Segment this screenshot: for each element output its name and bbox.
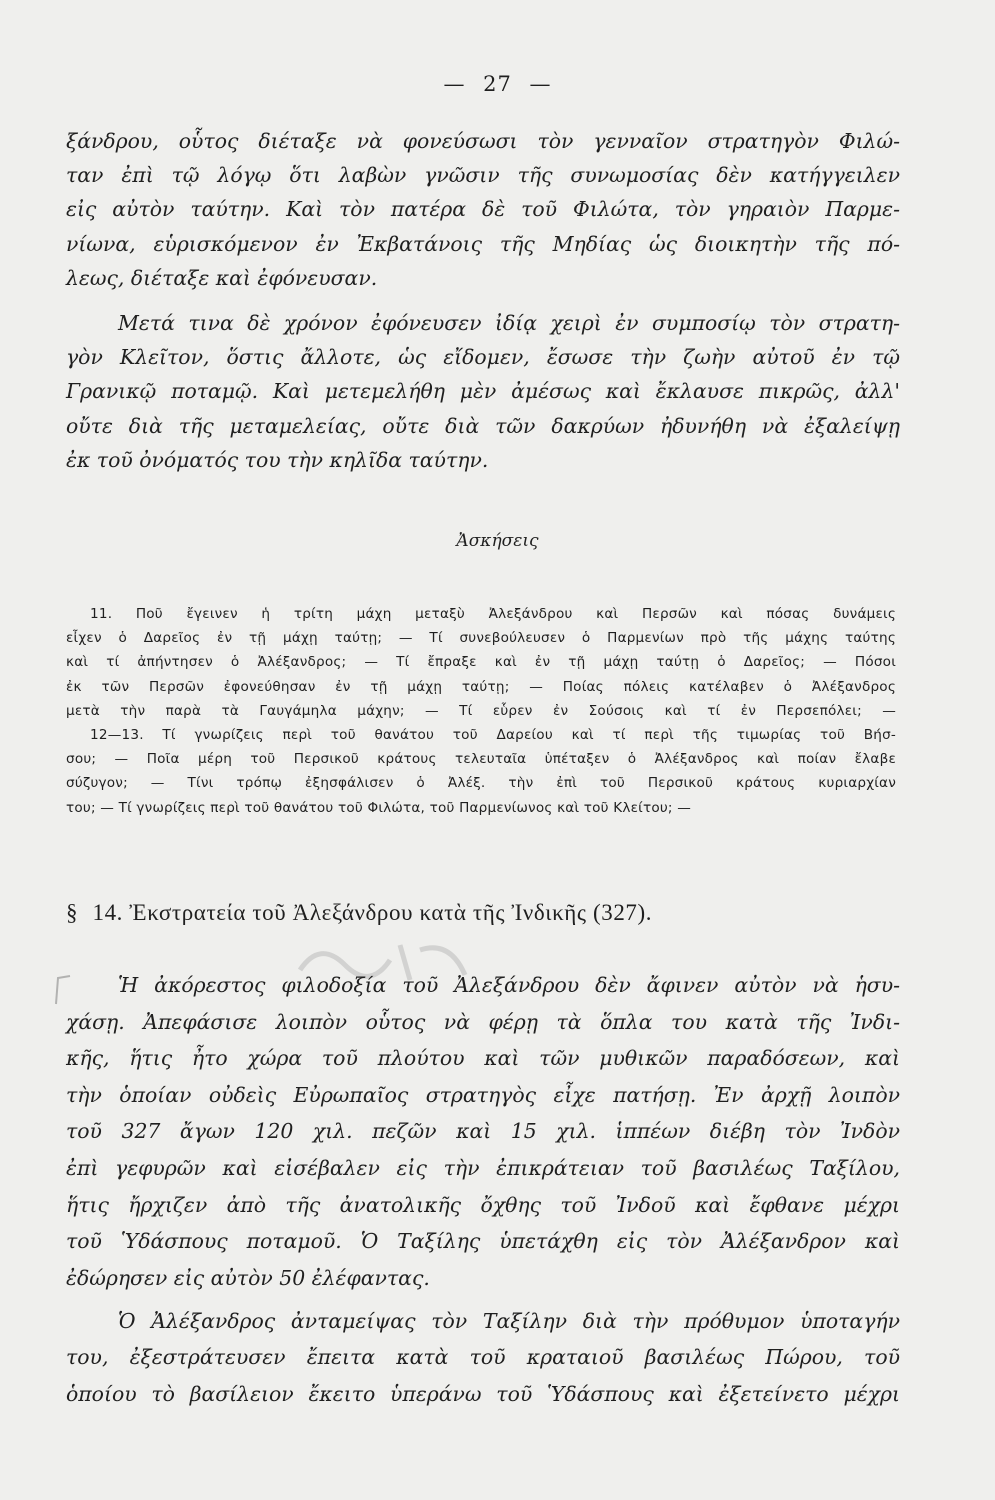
text-line: ταν ἐπὶ τῷ λόγῳ ὅτι λαβὼν γνῶσιν τῆς συνωμοσίας δὲν κατήγγειλεν (66, 163, 900, 188)
exercise-line: εἶχεν ὁ Δαρεῖος ἐν τῇ μάχῃ ταύτῃ; — Τί συνεβούλευσεν ὁ Παρμενίων πρὸ τῆς μάχης ταύτης (66, 630, 896, 647)
exercise-line: σύζυγον; — Τίνι τρόπῳ ἐξησφάλισεν ὁ Ἀλέξ. τὴν ἐπὶ τοῦ Περσικοῦ κράτους κυριαρχίαν (66, 775, 896, 792)
text-line: χάσῃ. Ἀπεφάσισε λοιπὸν οὗτος νὰ φέρῃ τὰ ὅπλα του κατὰ τῆς Ἰνδι- (66, 1009, 900, 1034)
exercise-line: ἐκ τῶν Περσῶν ἐφονεύθησαν ἐν τῇ μάχῃ ταύτῃ; — Ποίας πόλεις κατέλαβεν ὁ Ἀλέξανδρος (66, 678, 896, 695)
text-line: ἥτις ἤρχιζεν ἀπὸ τῆς ἀνατολικῆς ὄχθης τοῦ Ἰνδοῦ καὶ ἔφθανε μέχρι (66, 1192, 900, 1217)
text-line: τοῦ 327 ἄγων 120 χιλ. πεζῶν καὶ 15 χιλ. ἱππέων διέβη τὸν Ἰνδὸν (66, 1119, 900, 1144)
text-line: τοῦ Ὑδάσπους ποταμοῦ. Ὁ Ταξίλης ὑπετάχθη εἰς τὸν Ἀλέξανδρον καὶ (66, 1229, 900, 1254)
narrative-paragraph-poros (66, 1303, 900, 1412)
text-line: ξάνδρου, οὗτος διέταξε νὰ φονεύσωσι τὸν γενναῖον στρατηγὸν Φιλώ- (66, 129, 900, 153)
text-line: λεως, διέταξε καὶ ἐφόνευσαν. (66, 265, 378, 290)
text-line: του, ἐξεστράτευσεν ἔπειτα κατὰ τοῦ κραταιοῦ βασιλέως Πώρου, τοῦ (66, 1345, 900, 1370)
text-line: Μετά τινα δὲ χρόνον ἐφόνευσεν ἰδίᾳ χειρὶ ἐν συμποσίῳ τὸν στρατη- (118, 311, 900, 335)
exercise-line: 11. Ποῦ ἔγεινεν ἡ τρίτη μάχη μεταξὺ Ἀλεξάνδρου καὶ Περσῶν καὶ πόσας δυνάμεις (90, 606, 896, 622)
exercise-line: σου; — Ποῖα μέρη τοῦ Περσικοῦ κράτους τελευταῖα ὑπέταξεν ὁ Ἀλέξανδρος καὶ ποίαν ἔλαβε (66, 751, 896, 768)
section-number: 14. (92, 900, 124, 925)
text-line: Ὁ Ἀλέξανδρος ἀνταμείψας τὸν Ταξίλην διὰ τὴν πρόθυμον ὑποταγήν (118, 1309, 900, 1333)
text-line: Ἡ ἀκόρεστος φιλοδοξία τοῦ Ἀλεξάνδρου δὲν ἄφινεν αὐτὸν νὰ ἡσυ- (118, 973, 900, 997)
text-line: ὁποίου τὸ βασίλειον ἔκειτο ὑπεράνω τοῦ Ὑδάσπους καὶ ἐξετείνετο μέχρι (66, 1381, 900, 1406)
narrative-paragraph-kleitos (66, 306, 900, 477)
exercises-title: Ἀσκήσεις (456, 531, 539, 551)
narrative-paragraph-campaign (66, 967, 900, 1296)
text-line: τὴν ὁποίαν οὐδεὶς Εὐρωπαῖος στρατηγὸς εἶχε πατήσῃ. Ἐν ἀρχῇ λοιπὸν (66, 1082, 900, 1107)
text-line: ἐκ τοῦ ὀνόματός του τὴν κηλῖδα ταύτην. (66, 447, 489, 472)
narrative-paragraph-philotas (66, 124, 900, 295)
section-heading (66, 900, 906, 926)
section-symbol: § (66, 900, 79, 925)
page-number (0, 72, 995, 96)
text-line: γὸν Κλεῖτον, ὅστις ἄλλοτε, ὡς εἴδομεν, ἔσωσε τὴν ζωὴν αὐτοῦ ἐν τῷ (66, 345, 900, 370)
text-line: Γρανικῷ ποταμῷ. Καὶ μετεμελήθη μὲν ἀμέσως καὶ ἔκλαυσε πικρῶς, ἀλλ' (66, 379, 900, 404)
text-line: ἐδώρησεν εἰς αὐτὸν 50 ἐλέφαντας. (66, 1265, 430, 1290)
exercise-line: του; — Τί γνωρίζεις περὶ τοῦ θανάτου τοῦ Φιλώτα, τοῦ Παρμενίωνος καὶ τοῦ Κλείτου; — (66, 799, 692, 816)
text-line: εἰς αὐτὸν ταύτην. Καὶ τὸν πατέρα δὲ τοῦ Φιλώτα, τὸν γηραιὸν Παρμε- (66, 197, 900, 222)
section-title: Ἐκστρατεία τοῦ Ἀλεξάνδρου κατὰ τῆς Ἰνδικῆς (327). (129, 900, 653, 925)
text-line: ἐπὶ γεφυρῶν καὶ εἰσέβαλεν εἰς τὴν ἐπικράτειαν τοῦ βασιλέως Ταξίλου, (66, 1155, 900, 1180)
page-number-dash-left: — (443, 72, 466, 96)
page-number-dash-right: — (529, 72, 552, 96)
exercise-line: 12—13. Τί γνωρίζεις περὶ τοῦ θανάτου τοῦ Δαρείου καὶ τί περὶ τῆς τιμωρίας τοῦ Βήσ- (90, 727, 896, 744)
exercises-block (66, 602, 896, 820)
page-number-value: 27 (483, 72, 512, 96)
text-line: οὔτε διὰ τῆς μεταμελείας, οὔτε διὰ τῶν δακρύων ἠδυνήθη νὰ ἐξαλείψῃ (66, 413, 900, 438)
text-line: νίωνα, εὑρισκόμενον ἐν Ἐκβατάνοις τῆς Μηδίας ὡς διοικητὴν τῆς πό- (66, 231, 900, 256)
exercise-line: μετὰ τὴν παρὰ τὰ Γαυγάμηλα μάχην; — Τί εὗρεν ἐν Σούσοις καὶ τί ἐν Περσεπόλει; — (66, 702, 896, 719)
exercise-line: καὶ τί ἀπήντησεν ὁ Ἀλέξανδρος; — Τί ἔπραξε καὶ ἐν τῇ μάχῃ ταύτῃ ὁ Δαρεῖος; — Πόσοι (66, 654, 896, 671)
text-line: κῆς, ἥτις ἦτο χώρα τοῦ πλούτου καὶ τῶν μυθικῶν παραδόσεων, καὶ (66, 1046, 900, 1071)
